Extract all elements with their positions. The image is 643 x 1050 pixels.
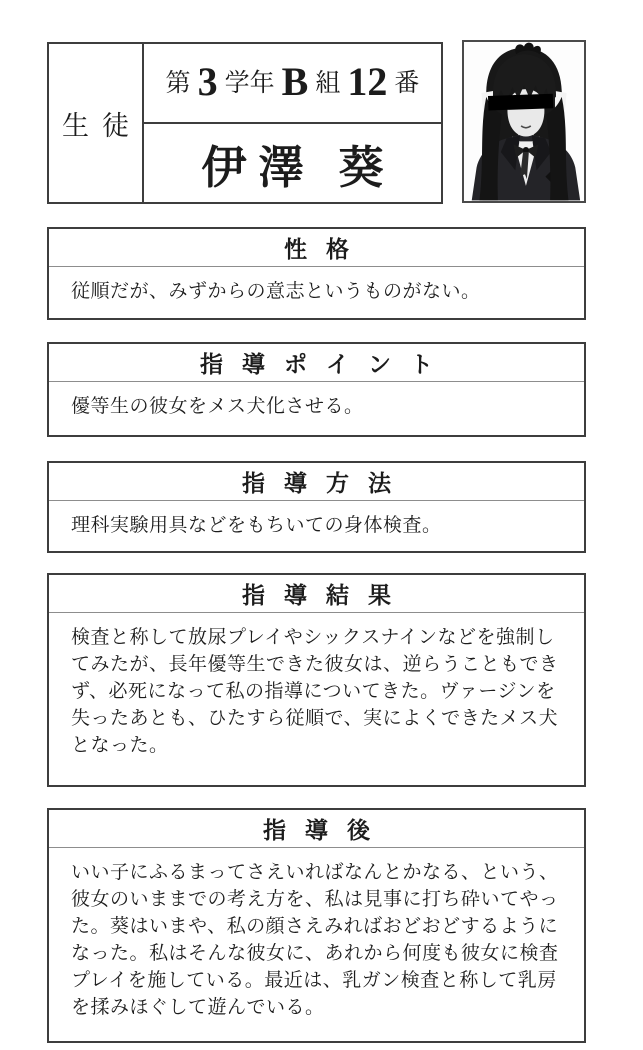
section-guidance-method-body: 理科実験用具などをもちいての身体検査。 [71, 515, 442, 536]
section-guidance-points-title: 指導ポイント [49, 344, 584, 382]
student-number: 12 [347, 59, 388, 104]
censored-student-portrait-icon [464, 42, 584, 201]
student-header-table [47, 42, 443, 204]
student-name: 伊澤 葵 [201, 142, 396, 193]
section-personality-title: 性格 [49, 229, 584, 267]
number-suffix: 番 [394, 69, 420, 97]
section-guidance-result-title: 指導結果 [49, 575, 584, 613]
section-guidance-result [47, 573, 586, 787]
section-guidance-method [47, 461, 586, 553]
section-guidance-method-title: 指導方法 [49, 463, 584, 501]
header-right-column [144, 44, 441, 202]
grade-number: 3 [197, 59, 218, 104]
student-portrait-frame [462, 40, 586, 203]
grade-suffix: 学年 [224, 69, 275, 97]
section-guidance-points [47, 342, 586, 437]
grade-prefix: 第 [165, 69, 191, 97]
class-letter: B [281, 59, 309, 104]
role-label: 生徒 [49, 44, 144, 202]
section-personality-body: 従順だが、みずからの意志というものがない。 [71, 281, 481, 302]
section-after-guidance-title: 指導後 [49, 810, 584, 848]
section-guidance-result-body: 検査と称して放尿プレイやシックスナインなどを強制してみたが、長年優等生できた彼女は、逆らうこともできず、必死になって私の指導についてきた。ヴァージンを失ったあとも、ひたすら従順で、実によくできたメス犬となった。 [71, 627, 559, 756]
class-line [144, 44, 441, 124]
section-after-guidance-body: いい子にふるまってさえいればなんとかなる、という、彼女のいままでの考え方を、私は見事に打ち砕いてやった。葵はいまや、私の顔さえみればおどおどするようになった。私はそんな彼女に、あれから何度も彼女に検査プレイを施している。最近は、乳ガン検査と称して乳房を揉みほぐして遊んでいる。 [71, 862, 559, 1018]
class-suffix: 組 [315, 69, 341, 97]
section-guidance-points-body: 優等生の彼女をメス犬化させる。 [71, 396, 364, 417]
section-after-guidance [47, 808, 586, 1043]
section-personality [47, 227, 586, 320]
